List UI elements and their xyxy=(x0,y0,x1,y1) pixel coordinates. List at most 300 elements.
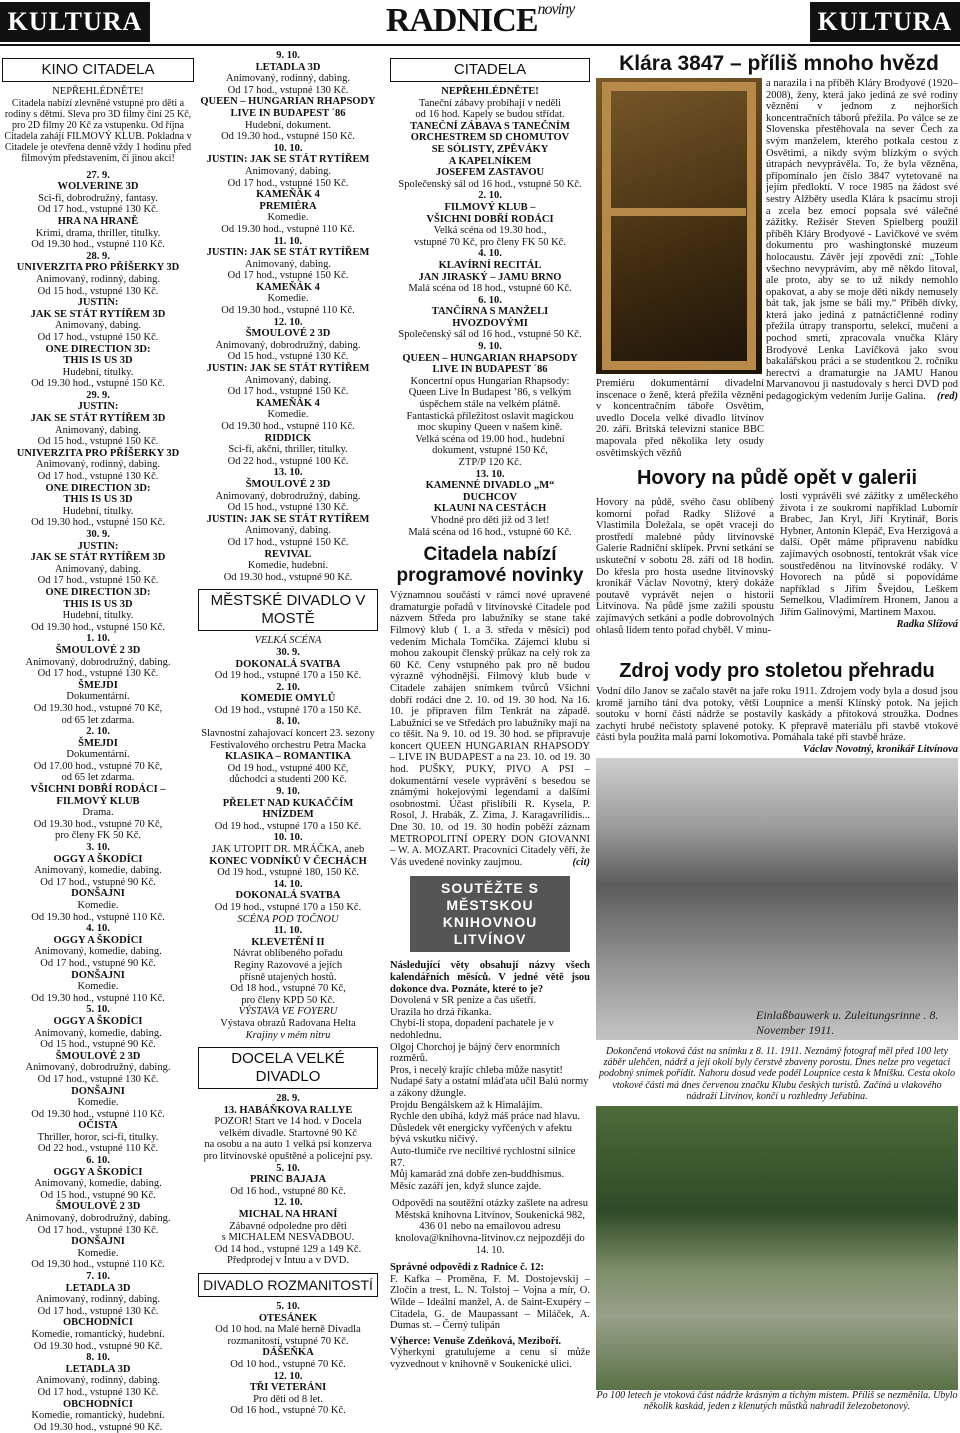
soutez-lead: Následující věty obsahují názvy všech kalendářních měsíců. V jedné větě jsou dokonce dva. Poznáte, které to je? xyxy=(390,960,590,995)
hovory-left: Hovory na půdě, svého času oblíbený komorní pořad Radky Slížové a Vlastimila Doležala, se opět vracejí do prostředí malebné půdy litvínovské Galerie Radniční sklípek. První setkání se uskuteční v sobotu 28. září od 18 hodin. Do křesla pro hosta usedne litvínovský kronikář Václav Novotný, který dokáže poutavě vyprávět nejen o historii Litvínova. Na půdě jsme zažili spoustu zajímavých setkání a podle dobrovolných ohlasů lidem tento pořad chyběl. V minu- xyxy=(596,497,774,636)
program-line: Krimi, drama, thriller, titulky. xyxy=(35,227,161,239)
program-line: 8. 10. xyxy=(86,1352,110,1364)
kino-program-list xyxy=(2,170,194,1433)
program-line: Animovaný, rodinný, dabing. xyxy=(36,1294,160,1306)
program-line: Společenský sál od 16 hod., vstupné 50 Kč. xyxy=(398,178,582,190)
program-line: SCÉNA POD TOČNOU xyxy=(237,913,339,925)
program-line: Od 19.30 hod., vstupné 110 Kč. xyxy=(221,223,355,235)
program-line: PREMIÉRA xyxy=(259,200,317,212)
program-line: Od 15 hod., vstupné 90 Kč. xyxy=(40,1189,156,1201)
program-line: Krajiny v mém nitru xyxy=(245,1029,331,1041)
answers: F. Kafka – Proměna, F. M. Dostojevskij – Zločin a trest, L. N. Tolstoj – Vojna a mír, O. Wilde – Ideální manžel, A. de Saint-Exupéry – Citadela, G. de Maupassant – Miláček, A. Dumas st. – Černý tulipán xyxy=(390,1273,590,1332)
program-line: Komedie. xyxy=(267,409,309,421)
program-line: Malá scéna od 18 hod., vstupné 60 Kč. xyxy=(408,283,572,295)
program-line: 11. 10. xyxy=(273,925,303,937)
program-line: TANEČNÍ ZÁBAVA S TANEČNÍM xyxy=(410,120,570,132)
program-line: 13. HABÁŇKOVA RALLYE xyxy=(223,1104,353,1116)
program-line: Můj kamarád zná dobře zen-buddhismus. xyxy=(390,1169,565,1181)
program-line: Queen Live In Budapest ’86, s velkým xyxy=(408,387,572,399)
program-line: Auto-tlumiče rve neciltivé rychlostní silnice R7. xyxy=(390,1145,576,1169)
program-line: JAK SE STÁT RYTÍŘEM 3D xyxy=(30,413,166,425)
program-line: ŠMEJDI xyxy=(78,679,118,691)
program-line: Rychle den ubíhá, když máš práce nad hlavu. xyxy=(390,1111,580,1123)
hovory-title: Hovory na půdě opět v galerii xyxy=(636,467,918,489)
program-line: Od 17 hod., vstupné 150 Kč. xyxy=(227,270,349,282)
program-line: JAK SE STÁT RYTÍŘEM 3D xyxy=(30,308,166,320)
wooden-frame xyxy=(602,82,756,370)
program-line: ŠMOULOVÉ 2 3D xyxy=(55,1050,141,1062)
divadlo-most-title: MĚSTSKÉ DIVADLO V MOSTĚ xyxy=(198,589,378,631)
program-line: Od 17.00 hod., vstupné 70 Kč, xyxy=(33,760,163,772)
program-line: TŘI VETERÁNI xyxy=(249,1382,327,1394)
program-line: přísně utajených hostů. xyxy=(239,971,337,983)
program-line: 10. 10. xyxy=(273,832,303,844)
program-line: JAN JIRASKÝ – JAMU BRNO xyxy=(418,271,562,283)
program-line: JOSEFEM ZASTAVOU xyxy=(435,167,545,179)
program-line: Výstava obrazů Radovana Helta xyxy=(220,1017,356,1029)
program-line: Animovaný, rodinný, dabing. xyxy=(36,459,160,471)
program-line: ZTP/P 120 Kč. xyxy=(458,457,522,468)
page-header xyxy=(0,0,960,46)
winner-note: Výherkyni gratulujeme a cenu si může vyzvednout v knihovně v Soukenické ulici. xyxy=(390,1347,590,1370)
program-line: Zábavné odpoledne pro děti xyxy=(229,1220,347,1232)
program-line: Od 16 hod., vstupné 80 Kč. xyxy=(230,1185,346,1197)
klara-text xyxy=(766,78,958,403)
masthead xyxy=(380,0,580,42)
program-line: ONE DIRECTION 3D: xyxy=(45,586,151,598)
program-line: 28. 9. xyxy=(86,250,110,262)
program-line: Animovaný, dobrodružný, dabing. xyxy=(215,339,361,351)
program-line: Od 19 hod., vstupné 180, 150 Kč. xyxy=(217,867,359,879)
program-line: Komedie. xyxy=(77,900,119,911)
program-line: Od 16 hod., vstupné 70 Kč. xyxy=(230,1405,346,1417)
program-line: Od 17 hod., vstupné 130 Kč. xyxy=(227,84,349,96)
program-line: JUSTIN: xyxy=(77,297,119,309)
program-line: Od 17 hod., vstupné 130 Kč. xyxy=(37,1073,159,1085)
program-line: VELKÁ SCÉNA xyxy=(254,635,322,647)
program-line: 29. 9. xyxy=(86,389,110,401)
program-line: QUEEN – HUNGARIAN RHAPSODY xyxy=(402,352,578,364)
historic-photo-caption: Dokončená vtoková část na snímku z 8. 11. 1911. Neznámý fotograf měl před 100 lety záběr ulehčen, nádrž a její okolí byly čerstvě zbaveny porostu. Dnes nelze pro vegetaci podobný snímek pořídit. Nahoru dosud vede podél Loupnice cesta k Mníšku. Cesta okolo vtokové části má dnes červenou značku Klubu českých turistů. Začíná u vlakového nádraží Litvínov, končí u rozhledny Jeřabina. xyxy=(598,1046,956,1102)
program-line: Dokumentární. xyxy=(66,691,130,703)
program-line: Animovaný, dabing. xyxy=(244,374,332,386)
program-line: Od 14 hod., vstupné 129 a 149 Kč. xyxy=(214,1243,362,1255)
program-line: Od 22 hod., vstupné 110 Kč. xyxy=(37,1143,159,1155)
program-line: JUSTIN: JAK SE STÁT RYTÍŘEM xyxy=(206,363,370,375)
program-line: 13. 10. xyxy=(273,467,303,479)
kino-title: KINO CITADELA xyxy=(2,58,194,82)
program-line: Od 17 hod., vstupné 150 Kč. xyxy=(37,331,159,343)
program-line: QUEEN – HUNGARIAN RHAPSODY xyxy=(200,96,376,108)
program-line: JUSTIN: xyxy=(77,401,119,413)
program-line: OBCHODNÍCI xyxy=(62,1317,133,1329)
program-line: Od 19.30 hod., vstupné 70 Kč, xyxy=(33,818,163,830)
program-line: s MICHALEM NESVADBOU. xyxy=(221,1232,355,1244)
hovory-sign: Radka Slížová xyxy=(896,618,958,630)
program-line: THIS IS US 3D xyxy=(63,598,133,610)
citadela-column xyxy=(390,58,590,1371)
program-line: Měsíc zazáří jen, když slunce zajde. xyxy=(390,1180,542,1192)
program-line: Od 17 hod., vstupné 130 Kč. xyxy=(37,1305,159,1317)
citadela-title: CITADELA xyxy=(390,58,590,82)
program-line: DONŠAJNI xyxy=(71,888,125,900)
program-line: Od 19 hod., vstupné 170 a 150 Kč. xyxy=(214,704,362,716)
program-line: Animovaný, komedie, dabing. xyxy=(34,865,162,877)
program-line: pro litvínovské opuštěné a policejní psy. xyxy=(203,1151,373,1163)
program-line: 30. 9. xyxy=(276,646,300,658)
program-line: Od 19 hod., vstupné 170 a 150 Kč. xyxy=(214,820,362,832)
program-line: Animovaný, rodinný, dabing. xyxy=(36,273,160,285)
program-line: UNIVERZITA PRO PŘÍŠERKY 3D xyxy=(16,262,180,274)
program-line: OČISTA xyxy=(78,1120,118,1132)
program-line: DÁŠEŇKA xyxy=(262,1347,314,1359)
klara-photo xyxy=(596,78,762,374)
program-line: Dokumentární. xyxy=(66,749,130,761)
program-line: 4. 10. xyxy=(86,923,110,935)
program-line: moc skupiny Queen v našem kině. xyxy=(417,422,563,434)
program-line: Animovaný, dabing. xyxy=(54,563,142,575)
program-line: Od 17 hod., vstupné 130 Kč. xyxy=(37,668,159,680)
divadlo-most-list xyxy=(198,635,378,1041)
program-line: MICHAL NA HRANÍ xyxy=(238,1209,338,1221)
zdroj-title: Zdroj vody pro stoletou přehradu xyxy=(619,660,935,682)
program-line: 13. 10. xyxy=(475,468,505,480)
program-line: Komedie. xyxy=(267,212,309,224)
program-line: Návrat oblíbeného pořadu xyxy=(233,948,343,960)
program-line: Důsledek vět energicky vyřčených v afektu bývá vskutku ničivý. xyxy=(390,1122,573,1146)
program-line: LETADLA 3D xyxy=(255,61,321,73)
program-line: Od 19 hod., vstupné 170 a 150 Kč. xyxy=(214,901,362,913)
program-line: OGGY A ŠKODÍCI xyxy=(53,1166,143,1178)
program-line: 6. 10. xyxy=(478,294,502,306)
program-line: Thriller, horor, sci-fi, titulky. xyxy=(37,1131,159,1143)
soutez-contact: Odpovědi na soutěžní otázky zašlete na adresu Městská knihovna Litvínov, Soukenická 982, 436 01 nebo na emailovou adresu knolova@knihovna-litvinov.cz nejpozději do 14. 10. xyxy=(392,1198,588,1256)
kino-intro: Citadela nabízí zlevněné vstupné pro děti a rodiny s dětmi. Sleva pro 3D filmy činí 25 Kč, pro 2D filmy 20 Kč za vstupenku. Od října Citadela zahájí FILMOVÝ KLUB. Pokladna v Citadele je otevřena denně vždy 1 hodinu před filmovým představením, či jinou akcí! xyxy=(4,97,192,164)
program-line: Od 19.30 hod., vstupné 70 Kč, xyxy=(33,702,163,714)
program-line: Taneční zábavy probíhají v neděli xyxy=(418,97,562,109)
program-line: Od 17 hod., vstupné 150 Kč. xyxy=(227,177,349,189)
program-line: JUSTIN: JAK SE STÁT RYTÍŘEM xyxy=(206,513,370,525)
program-line: 14. 10. xyxy=(273,878,303,890)
winner: Výherce: Venuše Zdeňková, Meziboří. xyxy=(390,1335,562,1347)
program-line: vstupné 70 Kč, pro členy FK 50 Kč. xyxy=(414,236,566,248)
modern-photo-caption: Po 100 letech je vtoková část nádrže krásným a tichým místem. Příliš se nezměnila. Ubylo několik kaskád, jeden z klenutých můstků nahradil železobetonový. xyxy=(596,1390,958,1413)
program-line: Pros, i necelý krajíc chleba může nasytit! xyxy=(390,1064,563,1076)
program-line: Od 19.30 hod., vstupné 110 Kč. xyxy=(31,1259,165,1271)
program-line: Od 22 hod., vstupné 100 Kč. xyxy=(227,455,349,467)
program-line: 10. 10. xyxy=(273,142,303,154)
program-line: Hudební, titulky. xyxy=(62,505,134,517)
program-line: Velká scéna od 19.00 hod., hudební xyxy=(415,433,565,445)
zdroj-sign: Václav Novotný, kronikář Litvínova xyxy=(802,743,958,755)
program-line: Animovaný, rodinný, dabing. xyxy=(226,73,350,85)
program-line: pro členy KPD 50 Kč. xyxy=(241,994,335,1006)
program-line: Sci-fi, dobrodružný, fantasy. xyxy=(38,192,158,204)
program-line: A KAPELNÍKEM xyxy=(448,155,532,167)
program-line: Od 19.30 hod., vstupné 110 Kč. xyxy=(31,239,165,251)
program-line: 6. 10. xyxy=(86,1155,110,1167)
program-line: Od 17 hod., vstupné 150 Kč. xyxy=(37,575,159,587)
program-line: 9. 10. xyxy=(276,786,300,798)
program-line: ŠMOULOVÉ 2 3D xyxy=(55,644,141,656)
program-line: Animovaný, komedie, dabing. xyxy=(34,946,162,958)
program-line: Od 17 hod., vstupné 90 Kč. xyxy=(40,957,156,969)
rozmanitosti-title: DIVADLO ROZMANITOSTÍ xyxy=(198,1273,378,1297)
program-line: Od 15 hod., vstupné 150 Kč. xyxy=(37,436,159,448)
program-line: Od 17 hod., vstupné 130 Kč. xyxy=(37,471,159,483)
klara-body: a narazila i na příběh Kláry Brodyové (1920–2008), ženy, která jako jediná ze své rodiny věznění v jednom z nejhorších koncentračních táborů přežila. Po válce se ze Slovenska přestěhovala na sever Čech za svým manželem, kterého potkala cestou z Osvětimi, a nikdy svým blízkým o svých útrapách nevyprávěla. To, že byla vězněna, připomínalo jen číslo 3847 vytetované na jejím předloktí. V roce 1985 na žádost své sestry Alžběty usedla Klára k psacímu stroji a zcela bez emocí popsala své válečné zážitky. Režisér Steven Spielberg použil příběh Kláry Brodyové - Lavičkové ve svém dokumentu pro washingtonské muzeum holocaustu. Závěr její zpovědi zní: „Tohle všechno nevyprávím, aby mě někdo litoval, ale proto, aby se to už nikdy nemohlo opakovat, a aby se moje děti nikdy nemusely bát tak, jak jsme se báli my.“ Příběh dívky, která jako jediná z patnáctičlenné rodiny přežila útrapy transportu, selekcí, mučení a pochod smrti, zpracovala vnučka Kláry Brodyové Lenka Lavičková jako svou bakalářskou práci a se studentkou 2. ročníku herectví a dramaturgie na JAMU Hanou Marvanovou ji nastudovaly s herci DVD pod pedagogickým vedením Jurije Galina. xyxy=(766,78,958,403)
program-line: Komedie. xyxy=(77,1247,119,1259)
program-column-2 xyxy=(198,50,378,1417)
program-line: OGGY A ŠKODÍCI xyxy=(53,934,143,946)
program-line: Chybí-li stopa, dopadení pachatele je v nedohlednu. xyxy=(390,1018,554,1041)
program-line: Malá scéna od 16 hod., vstupné 60 Kč. xyxy=(408,526,572,538)
program-line: 2. 10. xyxy=(478,190,502,202)
program-line: Komedie, hudební. xyxy=(247,560,329,572)
program-line: Slavnostní zahajovací koncert 23. sezony xyxy=(201,728,375,740)
program-line: Dovolená v SR peníze a čas ušetří. xyxy=(390,995,537,1007)
section-tab-right: KULTURA xyxy=(810,2,960,42)
klara-title: Klára 3847 – příliš mnoho hvězd xyxy=(619,52,939,75)
program-line: Společenský sál od 16 hod., vstupné 50 Kč. xyxy=(398,329,582,341)
program-line: Animovaný, dabing. xyxy=(54,320,142,332)
soutez-banner: SOUTĚŽTE S MĚSTSKOU KNIHOVNOU LITVÍNOV xyxy=(410,876,570,952)
program-line: Projdu Bengálskem až k Himalájím. xyxy=(390,1099,543,1111)
hovory-right-body: losti vyprávěli své zážitky z uměleckého života i ze soukromí například Lubomír Brabec, Jan Kryl, Jiří Krytinář, Boris Hybner, Antonín Klepáč, Eva Herzigová a další. Opět máme připravenu nabídku zajímavých osobností, tentokrát však více soustředěnou na litvínovské rodáky. V Hovorech na půdě si popovídáme například s Jiřím Švejdou, Leškem Semelkou, Vladimírem Hronem, Janou a Jiřím Galinovými, Martinem Maxou. xyxy=(780,491,958,618)
klara-caption: Premiéru dokumentární divadelní inscenace o ženě, která přežila vězněni v koncentračním táboře Osvětim, uvedlo Docela velké divadlo litvínov 20. září. Britská televizní stanice BBC mapovala před několika lety osudy osvětimských vězňů xyxy=(596,378,764,459)
header-rule xyxy=(0,44,960,46)
program-line: JAK SE STÁT RYTÍŘEM 3D xyxy=(30,552,166,564)
program-line: VÝSTAVA VE FOYERU xyxy=(238,1006,338,1018)
program-line: pro členy FK 50 Kč. xyxy=(54,830,142,842)
kino-intro-head: NEPŘEHLÉDNĚTE! xyxy=(52,86,144,97)
program-line: od 65 let zdarma. xyxy=(61,772,135,784)
nabizi-body: Významnou součástí v rámci nové upravené dramaturgie pořadů v litvínovské Citadele pod názvem Středa pro labužníky se stane také Filmový klub ( 1. a 3. středa v měsíci) pod vedením Michala Tomčíka. Zájemci klubu si mohou zakoupit členský průkaz na celý rok za 60 Kč. Ceny vstupného pak pro ně budou výrazně výhodnější. Filmový klub bude v Citadele zahájen snímkem tvůrců Všichni dobří rodáci dne 2. 10. od 19. 30 hod. Na 16. 10. je připraven film Tenkrát na západě. Labužníci se ve Středách pro labužníky mají na co těšit. Na 9. 10. od 19. 30 hod. se připravuje koncert QUEEN HUNGARIAN RHAPSODY – LIVE IN BUDAPEST a na 23. 10. od 19. 30 hod. PUŠKY, PUKY, PIVO A PSI – dokumentární vesele vyprávění s besedou se známými hokejovými legendami a dalšími osobnostmi. Účast přislíbili R. Kysela, P. Rosol, J. Hrabák, Z. Zima, J. Karagavrilidis... Dne 30. 10. od 19. 30 hodin poběží záznam METROPOLITNÍ OPERY DON GIOVANNI – W. A. MOZART. Pracovníci Citadely věří, že Vás uvedené novinky zaujmou. xyxy=(390,590,590,868)
program-line: Od 15 hod., vstupné 90 Kč. xyxy=(40,1039,156,1051)
program-line: 2. 10. xyxy=(86,726,110,738)
program-line: Od 17 hod., vstupné 130 Kč. xyxy=(37,204,159,216)
program-line: dokument, vstupné 150 Kč, xyxy=(432,445,548,457)
program-line: Animovaný, komedie, dabing. xyxy=(34,1027,162,1039)
program-line: NEPŘEHLÉDNĚTE! xyxy=(441,86,539,97)
program-line: LIVE IN BUDAPEST ´86 xyxy=(230,107,346,119)
program-line: KLASIKA – ROMANTIKA xyxy=(224,751,351,763)
program-line: Od 17 hod., vstupné 130 Kč. xyxy=(37,1386,159,1398)
program-line: Komedie. xyxy=(267,293,309,305)
program-line: 3. 10. xyxy=(86,842,110,854)
program-line: KAMEŇÁK 4 xyxy=(256,397,320,409)
program-line: LETADLA 3D xyxy=(65,1282,131,1294)
program-line: Hudební, titulky. xyxy=(62,610,134,622)
program-line: 11. 10. xyxy=(273,235,303,247)
program-line: Od 19.30 hod., vstupné 150 Kč. xyxy=(31,378,165,390)
program-line: Od 19.30 hod., vstupné 110 Kč. xyxy=(31,1108,165,1120)
program-line: Od 10 hod. na Malé herně Divadla xyxy=(215,1324,361,1336)
wooden-frame-bar xyxy=(602,208,746,216)
program-line: TANČÍRNA S MANŽELI xyxy=(431,306,549,318)
program-line: Komedie. xyxy=(77,981,119,993)
program-line: DONŠAJNI xyxy=(71,1085,125,1097)
program-line: Sci-fi, akční, thriller, titulky. xyxy=(228,444,348,456)
program-line: KONEC VODNÍKŮ V ČECHÁCH xyxy=(209,855,367,867)
program-line: Od 19.30 hod., vstupné 90 Kč. xyxy=(33,1340,163,1352)
program-line: KLAUNI NA CESTÁCH xyxy=(433,503,547,515)
program-line: ŠMOULOVÉ 2 3D xyxy=(55,1201,141,1213)
program-line: 8. 10. xyxy=(276,716,300,728)
program-line: Animovaný, dobrodružný, dabing. xyxy=(25,1213,171,1225)
program-line: Od 10 hod., vstupné 70 Kč. xyxy=(230,1358,346,1370)
program-line: DOKONALÁ SVATBA xyxy=(235,890,341,902)
zdroj-text xyxy=(596,686,958,756)
program-line: Od 19.30 hod., vstupné 110 Kč. xyxy=(31,992,165,1004)
program-line: Od 17 hod., vstupné 150 Kč. xyxy=(227,536,349,548)
program-line: Urazila ho drzá říkanka. xyxy=(390,1006,492,1018)
program-line: Hudební, dokument. xyxy=(244,119,332,131)
program-line: ŠMOULOVÉ 2 3D xyxy=(245,478,331,490)
program-line: Vhodné pro děti již od 3 let! xyxy=(430,514,550,526)
klara-sign: (red) xyxy=(937,391,958,403)
program-line: DUCHCOV xyxy=(462,491,518,503)
program-line: 1. 10. xyxy=(86,633,110,645)
program-line: 12. 10. xyxy=(273,1370,303,1382)
program-line: KLAVÍRNÍ RECITÁL xyxy=(438,259,542,271)
program-line: rozmanitostí, vstupné 70 Kč. xyxy=(227,1335,349,1347)
program-line: 9. 10. xyxy=(276,50,300,61)
soutez-lines xyxy=(390,995,590,1192)
program-line: Animovaný, rodinný, dabing. xyxy=(36,1375,160,1387)
program-line: Od 17 hod., vstupné 90 Kč. xyxy=(40,876,156,888)
program-line: Animovaný, dobrodružný, dabing. xyxy=(25,656,171,668)
program-line: FILMOVÝ KLUB – xyxy=(444,201,536,213)
program-line: Od 15 hod., vstupné 130 Kč. xyxy=(227,351,349,363)
program-line: 12. 10. xyxy=(273,316,303,328)
nabizi-text xyxy=(390,590,590,868)
program-line: na osobu a na auto 1 velká psí konzerva xyxy=(204,1139,372,1151)
program-line: ŠMOULOVÉ 2 3D xyxy=(245,328,331,340)
program-line: Nudapé šaty a ostatní mláďata učil Balú normy a zákony džungle. xyxy=(390,1076,589,1099)
program-line: Velká scéna od 19.30 hod., xyxy=(433,225,547,237)
program-line: KOMEDIE OMYLŮ xyxy=(240,693,336,705)
program-line: úspěchem stále na velkém plátně. xyxy=(419,399,561,411)
program-line: Animovaný, dabing. xyxy=(54,424,142,436)
program-line: důchodci a studenti 200 Kč. xyxy=(229,774,347,786)
nabizi-sign: (cit) xyxy=(572,856,590,868)
program-line: Festivalového orchestru Petra Macka xyxy=(210,739,366,751)
program-line: PŘELET NAD KUKAČČÍM HNÍZDEM xyxy=(222,797,354,821)
program-line: Animovaný, dabing. xyxy=(244,165,332,177)
program-line: Od 19.30 hod., vstupné 110 Kč. xyxy=(31,911,165,923)
program-line: Drama. xyxy=(82,807,114,819)
kino-program-list-cont xyxy=(198,50,378,583)
program-line: Od 19.30 hod., vstupné 150 Kč. xyxy=(31,621,165,633)
program-line: JAK UTOPIT DR. MRÁČKA, aneb xyxy=(211,844,365,855)
program-line: Od 19.30 hod., vstupné 110 Kč. xyxy=(221,421,355,432)
program-line: KLEVETĚNÍ II xyxy=(251,936,325,948)
program-line: POZOR! Start ve 14 hod. v Docela xyxy=(214,1116,362,1128)
program-line: DONŠAJNI xyxy=(71,1236,125,1248)
program-line: OGGY A ŠKODÍCI xyxy=(53,853,143,865)
program-line: LIVE IN BUDAPEST ´86 xyxy=(432,364,548,376)
photo-handwriting: Einlaßbauwerk u. Zuleitungsrinne . 8. November 1911. xyxy=(756,1008,939,1037)
program-line: Animovaný, dobrodružný, dabing. xyxy=(215,490,361,502)
program-line: SE SÓLISTY, ZPĚVÁKY xyxy=(431,143,549,155)
program-line: FILMOVÝ KLUB xyxy=(56,795,140,807)
program-line: od 65 let zdarma. xyxy=(61,714,135,726)
program-line: OBCHODNÍCI xyxy=(62,1398,133,1410)
program-line: Od 19.30 hod., vstupné 150 Kč. xyxy=(31,517,165,529)
program-line: Předprodej v Intuu a v DVD. xyxy=(227,1255,349,1267)
docela-list xyxy=(198,1093,378,1267)
modern-photo xyxy=(596,1106,958,1406)
program-line: Animovaný, dabing. xyxy=(244,525,332,537)
program-line: VŠICHNI DOBŘÍ RODÁCI – xyxy=(30,784,166,796)
program-line: Od 19.30 hod., vstupné 90 Kč. xyxy=(33,1421,163,1433)
program-line: Reginy Razovové a jejích xyxy=(233,959,343,971)
program-line: Komedie. xyxy=(77,1097,119,1109)
program-line: JUSTIN: xyxy=(77,540,119,552)
program-line: 5. 10. xyxy=(276,1162,300,1174)
program-line: HVOZDOVÝMI xyxy=(452,317,528,329)
program-line: KAMEŇÁK 4 xyxy=(256,189,320,201)
program-line: OGGY A ŠKODÍCI xyxy=(53,1015,143,1027)
program-line: Od 17 hod., vstupné 130 Kč. xyxy=(37,1224,159,1236)
masthead-sub: noviny xyxy=(537,1,575,18)
program-line: Hudební, titulky. xyxy=(62,366,134,378)
program-line: OTESÁNEK xyxy=(258,1312,318,1324)
citadela-list xyxy=(390,86,590,538)
kino-column xyxy=(2,58,194,1433)
program-line: Animovaný, komedie, dabing. xyxy=(34,1178,162,1190)
section-tab-left: KULTURA xyxy=(0,2,150,42)
program-line: 30. 9. xyxy=(86,529,110,540)
nabizi-title: Citadela nabízí programové novinky xyxy=(396,544,584,587)
program-line: Od 19 hod., vstupné 170 a 150 Kč. xyxy=(214,670,362,682)
zdroj-body: Vodní dílo Janov se začalo stavět na jaře roku 1911. Zdrojem vody byla a dosud jsou kromě jarního tání dva potoky, větší Loupnice a menší Klínský potok. Na jejich soutoku v horní části nádrže se postavily kaskády a přítoková stroužka. Dodnes zachyti hrubé nečistoty splavené potoky. K přepravě materiálu při stavbě vtokové části byla použita malá parní lokomotiva. Pomáhala také při stavbě hráze. xyxy=(596,686,958,744)
program-line: Od 19.30 hod., vstupné 150 Kč. xyxy=(221,131,355,143)
program-line: Pro děti od 8 let. xyxy=(253,1393,323,1405)
program-line: ŠMEJDI xyxy=(78,737,118,749)
program-line: Koncertní opus Hungarian Rhapsody: xyxy=(410,375,570,387)
program-line: UNIVERZITA PRO PŘÍŠERKY 3D xyxy=(16,447,180,459)
docela-title: DOCELA VELKÉ DIVADLO xyxy=(198,1047,378,1089)
program-line: DONŠAJNI xyxy=(71,969,125,981)
program-line: WOLVERINE 3D xyxy=(57,181,139,193)
masthead-title: RADNICE xyxy=(385,2,538,39)
program-line: Olgoj Chorchoj je bájný červ enormních rozměrů. xyxy=(390,1041,560,1065)
program-line: Animovaný, dabing. xyxy=(244,258,332,270)
program-line: KAMENNÉ DIVADLO „M“ xyxy=(425,480,555,492)
program-line: RIDDICK xyxy=(264,432,312,444)
historic-photo xyxy=(596,758,958,1040)
program-line: 28. 9. xyxy=(276,1093,300,1105)
program-line: LETADLA 3D xyxy=(65,1363,131,1375)
program-line: Od 15 hod., vstupné 130 Kč. xyxy=(37,285,159,297)
program-line: JUSTIN: JAK SE STÁT RYTÍŘEM xyxy=(206,154,370,166)
program-line: Od 15 hod., vstupné 130 Kč. xyxy=(227,502,349,514)
program-line: 4. 10. xyxy=(478,248,502,260)
program-line: 9. 10. xyxy=(478,341,502,353)
program-line: THIS IS US 3D xyxy=(63,355,133,367)
program-line: velkém divadle. Startovné 90 Kč xyxy=(219,1127,357,1139)
program-line: DOKONALÁ SVATBA xyxy=(235,658,341,670)
program-line: ONE DIRECTION 3D: xyxy=(45,482,151,494)
program-line: Od 19.30 hod., vstupné 110 Kč. xyxy=(221,305,355,317)
program-line: 12. 10. xyxy=(273,1197,303,1209)
program-line: VŠICHNI DOBŘÍ RODÁCI xyxy=(426,213,554,225)
hovory-right xyxy=(780,491,958,630)
program-line: Komedie, romantický, hudební. xyxy=(31,1328,165,1340)
program-line: PRINC BAJAJA xyxy=(249,1174,327,1186)
